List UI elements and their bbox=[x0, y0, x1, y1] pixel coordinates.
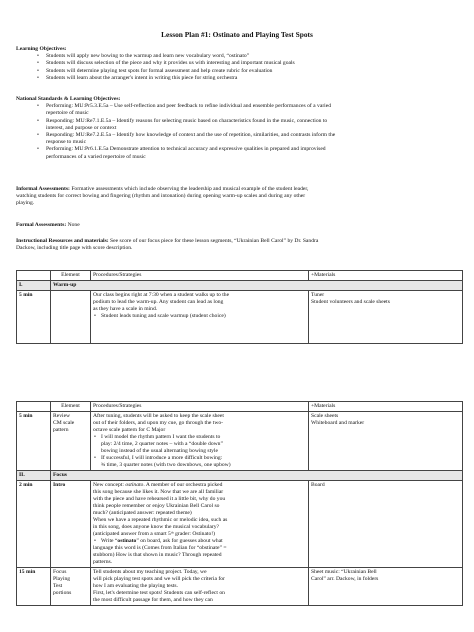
page-title: Lesson Plan #1: Ostinato and Playing Test Spots bbox=[161, 30, 313, 39]
table-row: 15 min Focus Playing Test portions Tell students about my teaching project. Today, we will pick playing test spots and we will pick the criteria for how I am evaluating the playing tests. First, let's determine test spots! Students can self-reflect on the most difficult passage for them, and how they can Sheet music: “Ukrainian Bell Carol” arr. Dackow, in folders bbox=[17, 568, 463, 606]
national-standards-section bbox=[16, 96, 462, 161]
table-header-row: Element Procedures/Strategies +Materials bbox=[17, 402, 463, 412]
national-standards-heading: National Standards & Learning Objectives: bbox=[16, 96, 121, 102]
table-row: 5 min Our class begins right at 7:30 when a student walks up to the podium to lead the warm-up. Any student can lead as long as they have a scale in mind. • Student leads tuning and scale warmup (student choice) Tuner Student volunteers and scale sheets bbox=[17, 291, 463, 344]
objective-item: • Students will learn about the arranger's intent in writing this piece for string orchestra bbox=[46, 75, 462, 82]
instructional-resources-label: Instructional Resources and materials: bbox=[16, 238, 109, 244]
objective-item: • Students will apply new bowing to the warmup and learn new vocabulary word, “ostinato” bbox=[46, 53, 462, 60]
formal-assessments-label: Formal Assessments: bbox=[16, 222, 67, 228]
standard-item: • Responding: MU:Re7.2.E.5a – Identify how knowledge of context and the use of repetition, similarities, and contrasts inform the response to music bbox=[46, 132, 462, 146]
table-row: 2 min Intro New concept: ostinato. A member of our orchestra picked this song because she likes it. Now that we are all familiar with the piece and have rehearsed it a little bit, why do you think people remember or enjoy Ukrainian Bell Carol so much? (anticipated answer: repeated theme) When we have a repeated rhythmic or melodic idea, such as in this song, does anyone know the musical vocabulary? (anticipated answer from a smart 5ᵗʰ grader: Ostinato!) • Write “ostinato” on board, ask for guesses about what language this word is (Comes from Italian for “obstinate” = stubborn) How is that shown in music? Through repeated patterns. Board bbox=[17, 481, 463, 568]
learning-objectives-section bbox=[16, 46, 462, 82]
instructional-resources-section: Instructional Resources and materials: See score of our focus piece for these lesson segments, “Ukrainian Bell Carol” by Dr. Sandra Dackow, including title page with score description. bbox=[16, 238, 319, 252]
section-row-focus: II. Focus bbox=[17, 471, 463, 481]
lesson-table-warmup bbox=[16, 270, 463, 344]
section-row-warmup: I. Warm-up bbox=[17, 281, 463, 291]
standard-item: • Responding: MU:Re7.1.E.5a – Identify reasons for selecting music based on characteristics found in the music, connection to interest, and purpose or context bbox=[46, 118, 462, 132]
learning-objectives-heading: Learning Objectives: bbox=[16, 46, 67, 52]
informal-assessments-label: Informal Assessments: bbox=[16, 186, 70, 192]
formal-assessments-section: Formal Assessments: None bbox=[16, 222, 80, 228]
standard-item: • Performing: MU:Pr5.3.E.5a – Use self-reflection and peer feedback to refine individual and ensemble performances of a varied repertoire of music bbox=[46, 103, 462, 117]
table-header-row: Element Procedures/Strategies +Materials bbox=[17, 271, 463, 281]
objective-item: • Students will determine playing test spots for formal assessment and help create rubric for evaluation bbox=[46, 68, 462, 75]
table-row: 5 min Review CM scale pattern After tuning, students will be asked to keep the scale sheet out of their folders, and upon my cue, go through the two- octave scale pattern for C Major • I will model the rhythm pattern I want the students to play: 2/4 time, 2 quarter notes – with a “double down” bowing instead of the usual alternating bowing style • If successful, I will introduce a more difficult bowing: ¾ time, 3 quarter notes (with two downbows, one upbow) Scale sheets Whiteboard and marker bbox=[17, 412, 463, 471]
informal-assessments-section: Informal Assessments: Formative assessments which include observing the leadership and musical example of the student leader, watching students for correct bowing and fingering (rhythm and intonation) during opening warm-up scales and during any other playing. bbox=[16, 186, 309, 207]
objective-item: • Students will discuss selection of the piece and why it provides us with interesting and important musical goals bbox=[46, 60, 462, 67]
lesson-table-focus bbox=[16, 401, 463, 606]
standard-item: • Performing: MU:Pr6.1.E.5a Demonstrate attention to technical accuracy and expressive qualities in prepared and improvised performances of a varied repertoire of music bbox=[46, 146, 462, 160]
